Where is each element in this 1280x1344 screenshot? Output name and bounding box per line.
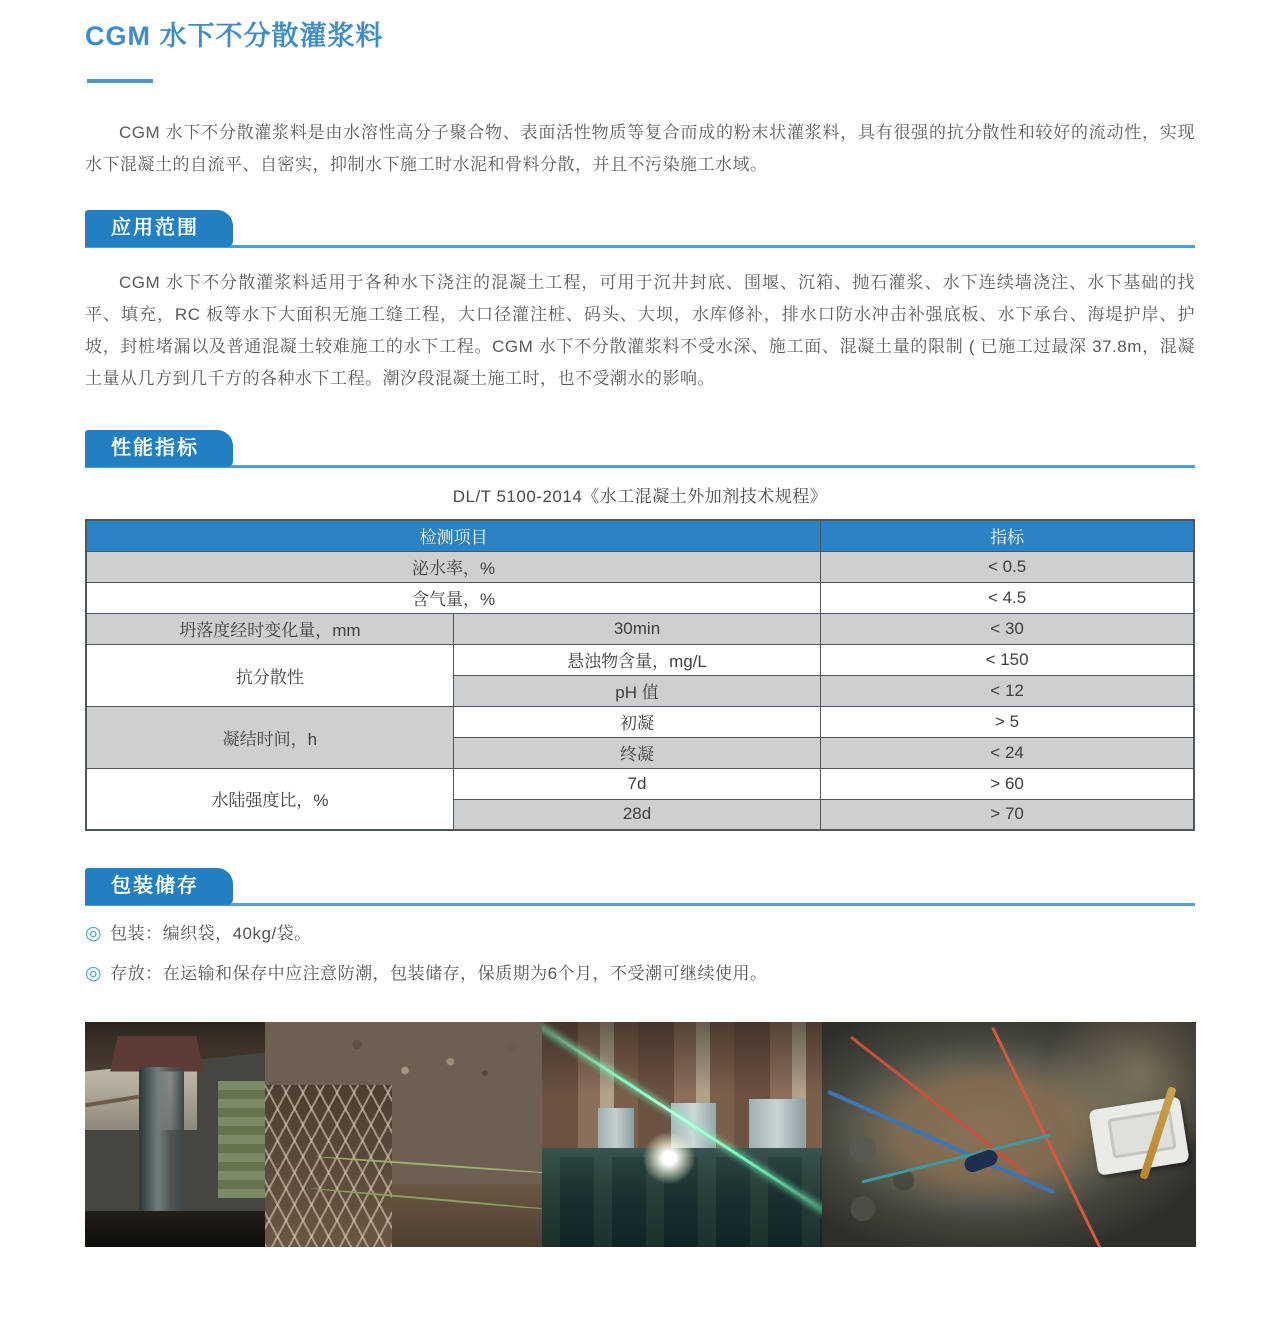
cell-item: 泌水率，% bbox=[86, 551, 821, 582]
cell-sub-item: 28d bbox=[453, 799, 820, 830]
application-paragraph: CGM 水下不分散灌浆料适用于各种水下浇注的混凝土工程，可用于沉井封底、围堰、沉箱、抛石灌浆、水下连续墙浇注、水下基础的找平、填充，RC 板等水下大面积无施工缝工程，大口径灌注桩、码头、大坝，水库修补，排水口防水冲击补强底板、水下承台、海堤护岸、护坡，封桩堵漏以及普通混凝土较难施工的水下工程。CGM 水下不分散灌浆料不受水深、施工面、混凝土量的限制 ( 已施工过最深 37.8m，混凝土量从几方到几千方的各种水下工程。潮汐段混凝土施工时，也不受潮水的影响。 bbox=[85, 273, 1195, 388]
photo-strip bbox=[85, 1022, 1196, 1247]
cell-sub-item: 初凝 bbox=[453, 706, 820, 737]
performance-badge: 性能指标 bbox=[85, 430, 233, 467]
section-rule bbox=[85, 903, 1195, 906]
cell-value: < 150 bbox=[821, 644, 1194, 675]
section-performance-header bbox=[85, 429, 1195, 468]
page-content bbox=[85, 0, 1195, 1247]
application-badge: 应用范围 bbox=[85, 210, 233, 247]
header-cell-index: 指标 bbox=[821, 520, 1194, 551]
ring-bullet-icon: ◎ bbox=[85, 923, 103, 944]
table-row bbox=[86, 551, 1194, 582]
section-application-header bbox=[85, 209, 1195, 248]
photo-underwater-piers-laser bbox=[542, 1022, 822, 1247]
cell-value: > 5 bbox=[821, 706, 1194, 737]
intro-paragraph: CGM 水下不分散灌浆料是由水溶性高分子聚合物、表面活性物质等复合而成的粉末状灌浆料，具有很强的抗分散性和较好的流动性，实现水下混凝土的自流平、自密实，抑制水下施工时水泥和骨料分散，并且不污染施工水域。 bbox=[85, 123, 1195, 174]
section-rule bbox=[85, 245, 1195, 248]
photo-column-base-closeup bbox=[265, 1022, 542, 1247]
header-cell-item: 检测项目 bbox=[86, 520, 821, 551]
cell-item: 凝结时间，h bbox=[86, 706, 453, 768]
cell-value: > 70 bbox=[821, 799, 1194, 830]
packaging-bullet bbox=[85, 922, 1195, 946]
photo-grouting-pit bbox=[822, 1022, 1196, 1247]
title-underline bbox=[87, 79, 153, 83]
cell-item: 坍落度经时变化量，mm bbox=[86, 613, 453, 644]
cell-value: < 0.5 bbox=[821, 551, 1194, 582]
cell-sub-item: 终凝 bbox=[453, 737, 820, 768]
cell-sub-item: 悬浊物含量，mg/L bbox=[453, 644, 820, 675]
table-header-row bbox=[86, 520, 1194, 551]
bullet-text: 存放：在运输和保存中应注意防潮，包装储存，保质期为6个月，不受潮可继续使用。 bbox=[110, 964, 768, 983]
table-caption: DL/T 5100-2014《水工混凝土外加剂技术规程》 bbox=[452, 487, 828, 506]
section-packaging-header bbox=[85, 867, 1195, 906]
bullet-text: 包装：编织袋，40kg/袋。 bbox=[110, 924, 312, 943]
packaging-badge: 包装储存 bbox=[85, 868, 233, 905]
cell-value: < 30 bbox=[821, 613, 1194, 644]
table-row bbox=[86, 768, 1194, 799]
cell-item: 水陆强度比，% bbox=[86, 768, 453, 830]
photo-bridge-pier-column bbox=[85, 1022, 265, 1247]
table-row bbox=[86, 582, 1194, 613]
cell-value: > 60 bbox=[821, 768, 1194, 799]
ring-bullet-icon: ◎ bbox=[85, 963, 103, 984]
cell-sub-item: 7d bbox=[453, 768, 820, 799]
cell-sub-item: 30min bbox=[453, 613, 820, 644]
table-row bbox=[86, 613, 1194, 644]
cell-sub-item: pH 值 bbox=[453, 675, 820, 706]
table-row bbox=[86, 644, 1194, 675]
page-title: CGM 水下不分散灌浆料 bbox=[85, 21, 384, 51]
section-rule bbox=[85, 465, 1195, 468]
table-row bbox=[86, 706, 1194, 737]
packaging-bullet bbox=[85, 962, 1195, 986]
performance-table bbox=[85, 519, 1195, 831]
cell-value: < 12 bbox=[821, 675, 1194, 706]
cell-item: 抗分散性 bbox=[86, 644, 453, 706]
cell-value: < 4.5 bbox=[821, 582, 1194, 613]
cell-value: < 24 bbox=[821, 737, 1194, 768]
cell-item: 含气量，% bbox=[86, 582, 821, 613]
